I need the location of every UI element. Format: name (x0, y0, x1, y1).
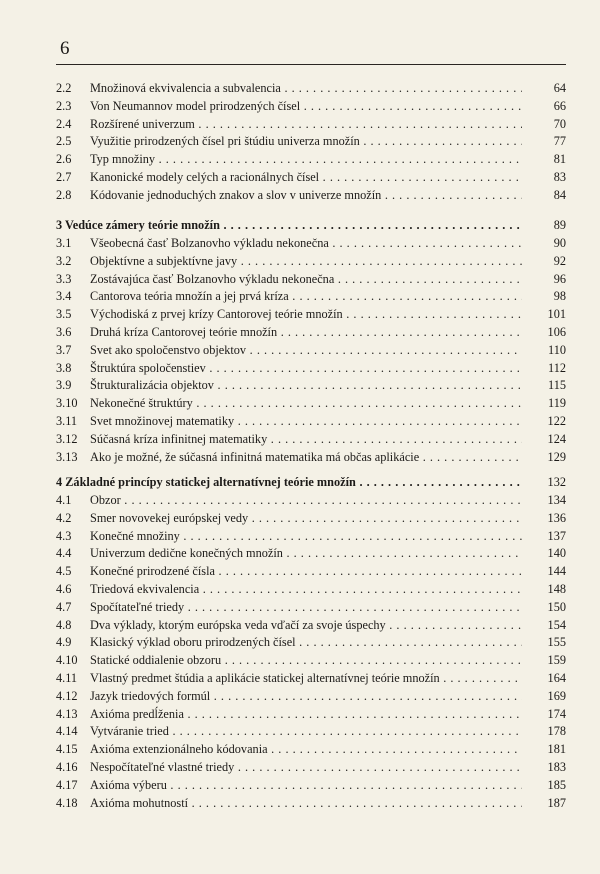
toc-entry (56, 116, 568, 133)
toc-entry (56, 377, 568, 394)
entry-page: 70 (553, 116, 566, 131)
toc-entry (56, 759, 568, 776)
entry-title: Vlastný predmet štúdia a aplikácie statickej alternatívnej teórie množín . . (90, 670, 522, 687)
entry-number: 3.9 (56, 378, 72, 393)
entry-number: 4.11 (56, 671, 78, 685)
entry-page: 169 (547, 688, 566, 703)
toc-entry (56, 777, 568, 794)
entry-title: Klasický výklad oboru prirodzených čísel . . (90, 634, 522, 651)
entry-page: 144 (547, 564, 566, 579)
entry-page: 83 (553, 170, 566, 184)
entry-page: 155 (547, 635, 566, 650)
entry-page: 187 (547, 795, 566, 810)
entry-number: 4.3 (56, 528, 72, 543)
entry-title: Triedová ekvivalencia . . (90, 581, 522, 598)
entry-number: 4.16 (56, 760, 78, 774)
entry-page: 98 (553, 289, 566, 304)
entry-number: 3.8 (56, 360, 72, 375)
toc-entry (56, 288, 568, 305)
entry-page: 81 (553, 152, 566, 167)
entry-page: 164 (547, 671, 566, 685)
toc-entry (56, 98, 568, 115)
entry-title: Obzor . . (90, 492, 522, 509)
entry-page: 129 (547, 449, 566, 464)
chapter-page: 132 (547, 475, 566, 489)
entry-title: Kanonické modely celých a racionálnych čísel . . (90, 169, 522, 186)
toc-entry (56, 431, 568, 448)
toc-entry (56, 670, 568, 687)
entry-title: Axióma predĺženia . . (90, 706, 522, 723)
entry-title: Jazyk triedových formúl . . (90, 688, 522, 705)
toc-entry (56, 528, 568, 545)
entry-number: 4.17 (56, 777, 78, 792)
entry-number: 3.5 (56, 307, 72, 322)
entry-title: Štruktúra spoločenstiev . . (90, 360, 522, 377)
entry-title: Nespočítateľné vlastné triedy . . (90, 759, 522, 776)
toc-entry (56, 563, 568, 580)
entry-number: 4.5 (56, 564, 72, 579)
toc-entry (56, 741, 568, 758)
toc-entry (56, 510, 568, 527)
entry-title: Zostávajúca časť Bolzanovho výkladu nekonečna . . (90, 271, 522, 288)
entry-title: Kódovanie jednoduchých znakov a slov v univerze množín . . (90, 187, 522, 204)
page-number: 6 (60, 38, 70, 59)
entry-page: 124 (547, 431, 566, 446)
entry-number: 3.6 (56, 325, 72, 339)
entry-number: 4.7 (56, 599, 72, 614)
entry-number: 4.8 (56, 617, 72, 632)
entry-page: 174 (547, 706, 566, 721)
toc-entry (56, 324, 568, 341)
entry-page: 84 (553, 187, 566, 202)
entry-page: 110 (548, 342, 566, 357)
entry-title: Súčasná kríza infinitnej matematiky . . (90, 431, 522, 448)
chapter-page: 89 (553, 218, 566, 232)
entry-number: 4.14 (56, 724, 78, 739)
entry-title: Svet množinovej matematiky . . (90, 413, 522, 430)
toc-entry (56, 634, 568, 651)
chapter-heading (56, 474, 568, 491)
entry-number: 4.10 (56, 653, 78, 668)
entry-page: 183 (547, 760, 566, 774)
entry-page: 137 (547, 528, 566, 543)
entry-number: 4.18 (56, 795, 78, 810)
toc-entry (56, 187, 568, 204)
entry-number: 4.6 (56, 582, 72, 596)
entry-page: 64 (553, 81, 566, 95)
entry-title: Ako je možné, že súčasná infinitná matematika má občas aplikácie . . (90, 449, 522, 466)
entry-number: 2.3 (56, 98, 72, 113)
entry-number: 4.4 (56, 546, 72, 561)
toc-entry (56, 599, 568, 616)
entry-page: 119 (548, 396, 566, 411)
toc-entry (56, 413, 568, 430)
toc-entry (56, 545, 568, 562)
toc-entry (56, 688, 568, 705)
toc-entry (56, 271, 568, 288)
entry-title: Svet ako spoločenstvo objektov . . (90, 342, 522, 359)
entry-title: Spočítateľné triedy . . (90, 599, 522, 616)
toc-entry (56, 133, 568, 150)
toc-entry (56, 151, 568, 168)
header-rule (56, 64, 566, 65)
entry-number: 4.9 (56, 635, 72, 650)
entry-number: 2.6 (56, 152, 72, 167)
entry-title: Von Neumannov model prirodzených čísel . . (90, 98, 522, 115)
toc-entry (56, 492, 568, 509)
toc-entry (56, 723, 568, 740)
entry-title: Druhá kríza Cantorovej teórie množín . . (90, 324, 522, 341)
entry-title: Všeobecná časť Bolzanovho výkladu nekonečna . . (90, 235, 522, 252)
toc-entry (56, 706, 568, 723)
entry-number: 2.2 (56, 81, 72, 95)
entry-number: 3.12 (56, 431, 78, 446)
chapter-title: 4 Základné princípy statickej alternatívnej teórie množín . . (56, 474, 522, 491)
toc-entry (56, 80, 568, 97)
toc-entry (56, 169, 568, 186)
toc-entry (56, 253, 568, 270)
entry-page: 136 (547, 510, 566, 525)
toc-entry (56, 449, 568, 466)
entry-page: 115 (548, 378, 566, 393)
entry-title: Axióma výberu . . (90, 777, 522, 794)
entry-number: 3.13 (56, 449, 78, 464)
chapter-heading (56, 217, 568, 234)
entry-number: 4.13 (56, 706, 78, 721)
entry-number: 3.4 (56, 289, 72, 304)
entry-title: Množinová ekvivalencia a subvalencia . . (90, 80, 522, 97)
entry-page: 134 (547, 493, 566, 507)
entry-title: Využitie prirodzených čísel pri štúdiu univerza množín . . (90, 133, 522, 150)
entry-number: 4.15 (56, 742, 78, 757)
entry-title: Rozšírené univerzum . . (90, 116, 522, 133)
entry-title: Objektívne a subjektívne javy . . (90, 253, 522, 270)
toc-entry (56, 652, 568, 669)
toc-entry (56, 795, 568, 812)
entry-title: Štrukturalizácia objektov . . (90, 377, 522, 394)
entry-page: 178 (547, 724, 566, 739)
entry-title: Statické oddialenie obzoru . . (90, 652, 522, 669)
entry-number: 4.12 (56, 688, 78, 703)
toc-entry (56, 581, 568, 598)
entry-page: 154 (547, 617, 566, 632)
entry-title: Cantorova teória množín a jej prvá kríza . . (90, 288, 522, 305)
entry-page: 96 (553, 271, 566, 286)
chapter-title: 3 Vedúce zámery teórie množín . . (56, 217, 522, 234)
entry-title: Konečné množiny . . (90, 528, 522, 545)
entry-number: 3.2 (56, 253, 72, 268)
entry-number: 3.1 (56, 236, 72, 250)
entry-page: 77 (553, 134, 566, 149)
entry-page: 66 (553, 98, 566, 113)
entry-number: 3.11 (56, 414, 78, 428)
entry-title: Nekonečné štruktúry . . (90, 395, 522, 412)
entry-title: Konečné prirodzené čísla . . (90, 563, 522, 580)
entry-number: 4.2 (56, 510, 72, 525)
toc-entry (56, 306, 568, 323)
entry-title: Dva výklady, ktorým európska veda vďačí za svoje úspechy . . (90, 617, 522, 634)
entry-page: 185 (547, 777, 566, 792)
entry-page: 148 (547, 582, 566, 596)
entry-number: 4.1 (56, 493, 72, 507)
toc-entry (56, 235, 568, 252)
toc-entry (56, 342, 568, 359)
entry-page: 140 (547, 546, 566, 561)
entry-number: 2.5 (56, 134, 72, 149)
entry-number: 3.7 (56, 342, 72, 357)
entry-page: 181 (547, 742, 566, 757)
entry-title: Axióma extenzionálneho kódovania . . (90, 741, 522, 758)
entry-number: 2.7 (56, 170, 72, 184)
entry-title: Smer novovekej európskej vedy . . (90, 510, 522, 527)
entry-number: 2.8 (56, 187, 72, 202)
entry-page: 101 (547, 307, 566, 322)
entry-page: 90 (553, 236, 566, 250)
entry-page: 159 (547, 653, 566, 668)
entry-title: Vytváranie tried . . (90, 723, 522, 740)
toc-entry (56, 617, 568, 634)
entry-number: 2.4 (56, 116, 72, 131)
entry-page: 112 (548, 360, 566, 375)
entry-page: 92 (553, 253, 566, 268)
entry-number: 3.3 (56, 271, 72, 286)
toc-entry (56, 395, 568, 412)
entry-page: 106 (547, 325, 566, 339)
entry-page: 122 (547, 414, 566, 428)
entry-title: Východiská z prvej krízy Cantorovej teórie množín . . (90, 306, 522, 323)
entry-title: Typ množiny . . (90, 151, 522, 168)
toc-entry (56, 360, 568, 377)
entry-page: 150 (547, 599, 566, 614)
entry-title: Axióma mohutností . . (90, 795, 522, 812)
entry-title: Univerzum dedične konečných množín . . (90, 545, 522, 562)
entry-number: 3.10 (56, 396, 78, 411)
